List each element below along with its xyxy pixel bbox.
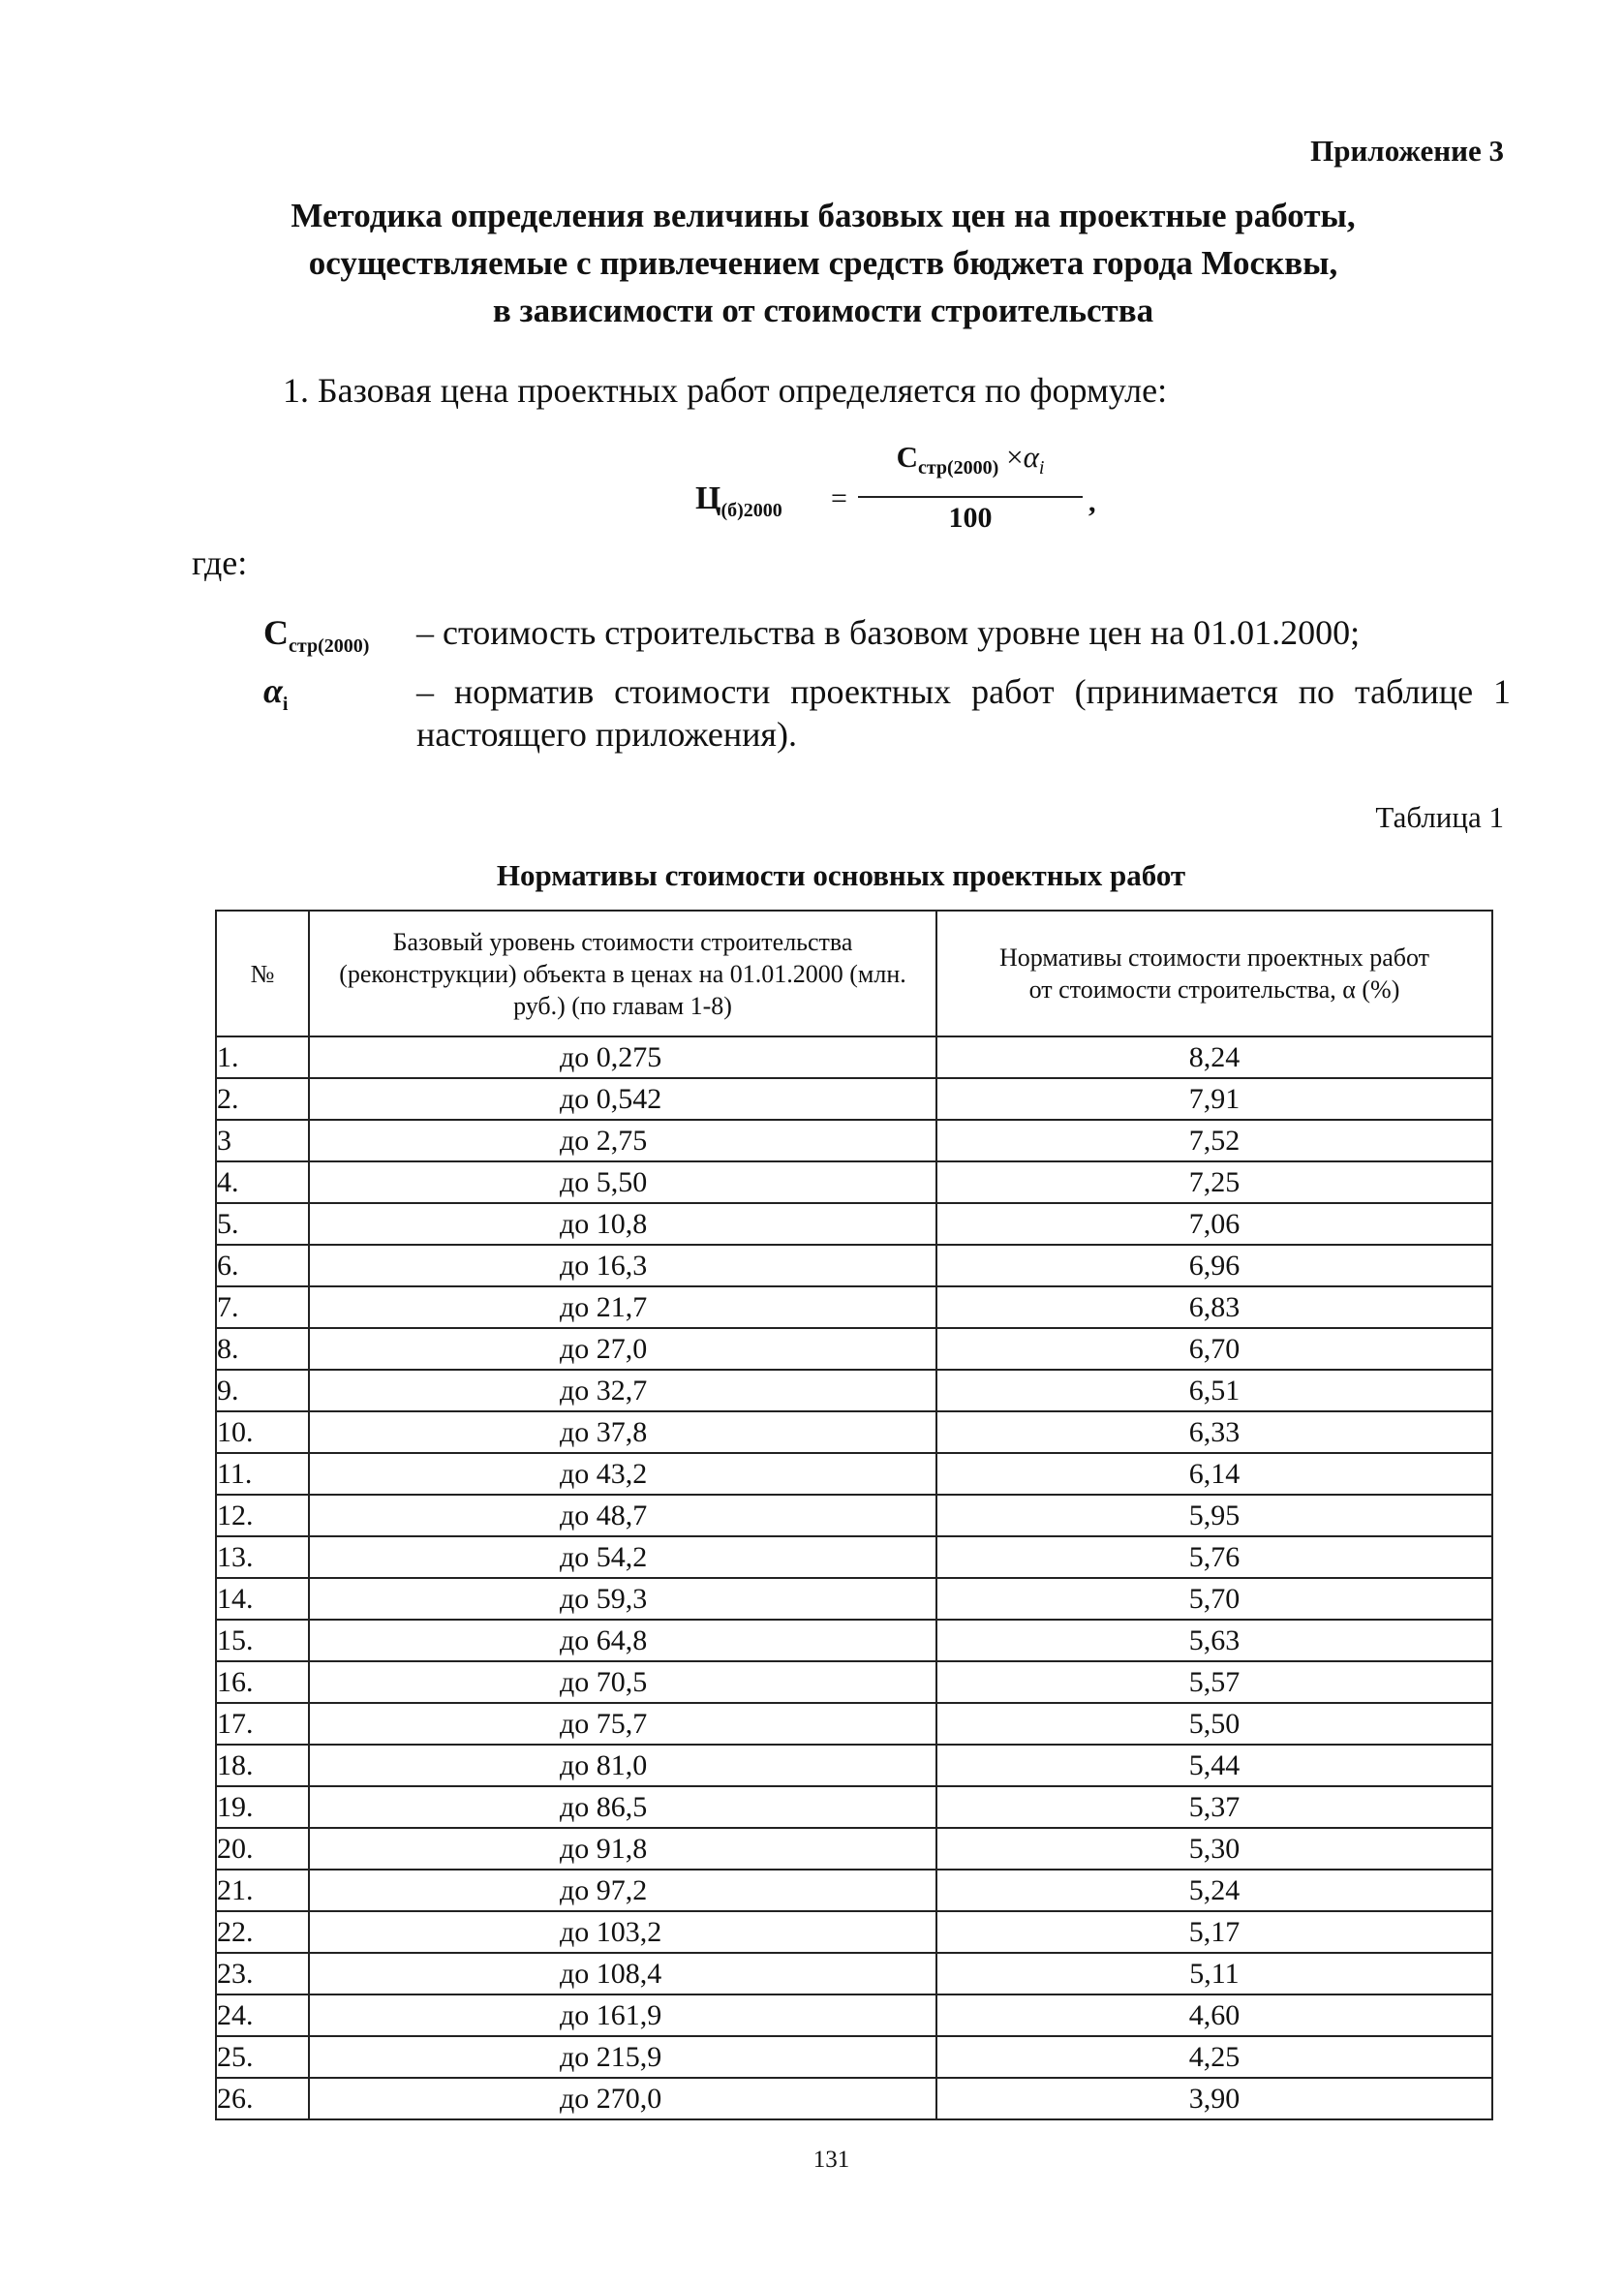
row-norm-value: 5,11 [936,1953,1492,1994]
table-title: Нормативы стоимости основных проектных работ [496,858,1186,892]
row-norm-value: 4,25 [936,2036,1492,2078]
row-norm-value: 5,17 [936,1911,1492,1953]
row-norm-value: 6,70 [936,1328,1492,1370]
row-cost-cell [309,1370,936,1411]
row-number: 26. [216,2078,309,2119]
table-row [216,1745,1492,1786]
table-label: Таблица 1 [1375,800,1504,834]
formula-numerator: $С_{стр(2000)} \times\alpha_i$ [896,440,1045,479]
row-norm-value: 7,06 [936,1203,1492,1245]
formula-comma: , [1088,486,1096,518]
row-cost-cell [309,1828,936,1870]
row-cost-cell [309,1161,936,1203]
row-cost-cell [309,1786,936,1828]
table-row [216,1661,1492,1703]
row-norm-value: 5,50 [936,1703,1492,1745]
row-norm-value: 5,63 [936,1620,1492,1661]
table-row [216,1286,1492,1328]
appendix-label: Приложение 3 [1310,134,1504,168]
row-norm-value: 6,33 [936,1411,1492,1453]
table-row [216,1078,1492,1120]
document-title [155,192,1491,334]
row-base-cost: до 48,7 [560,1500,648,1531]
row-cost-cell [309,1953,936,1994]
row-number: 20. [216,1828,309,1870]
row-base-cost: до 70,5 [560,1666,648,1698]
row-norm-value: 6,96 [936,1245,1492,1286]
row-cost-cell [309,1745,936,1786]
row-number: 2. [216,1078,309,1120]
row-base-cost: до 108,4 [560,1958,662,1990]
row-cost-cell [309,1620,936,1661]
row-base-cost: до 59,3 [560,1583,648,1615]
row-norm-value: 6,83 [936,1286,1492,1328]
row-norm-value: 5,24 [936,1870,1492,1911]
table-row [216,1370,1492,1411]
row-base-cost: до 5,50 [560,1166,648,1198]
row-number: 23. [216,1953,309,1994]
row-base-cost: до 64,8 [560,1624,648,1656]
page-number: 131 [812,2147,850,2173]
table-row [216,1328,1492,1370]
table-row [216,1870,1492,1911]
row-cost-cell [309,2036,936,2078]
table-row [216,1453,1492,1495]
table-row [216,1036,1492,1078]
table-row [216,1620,1492,1661]
row-number: 16. [216,1661,309,1703]
row-cost-cell [309,1078,936,1120]
row-number: 15. [216,1620,309,1661]
formula-equals: = [831,482,847,514]
row-number: 22. [216,1911,309,1953]
base-price-formula [688,440,1114,556]
row-base-cost: до 86,5 [560,1791,648,1823]
formula-denominator: 100 [948,502,993,534]
title-line: осуществляемые с привлечением средств бюджета города Москвы, [308,244,1338,282]
row-number: 6. [216,1245,309,1286]
table-row [216,1245,1492,1286]
row-number: 12. [216,1495,309,1536]
row-cost-cell [309,2078,936,2119]
row-cost-cell [309,1120,936,1161]
table-row [216,1828,1492,1870]
table-row [216,1203,1492,1245]
row-base-cost: до 75,7 [560,1708,648,1740]
row-base-cost: до 161,9 [560,1999,662,2031]
row-norm-value: 6,14 [936,1453,1492,1495]
row-base-cost: до 2,75 [560,1125,648,1157]
definition-text-cost: – стоимость строительства в базовом уровне цен на 01.01.2000; [416,613,1361,652]
row-number: 8. [216,1328,309,1370]
row-number: 11. [216,1453,309,1495]
table-row [216,1786,1492,1828]
row-base-cost: до 0,542 [560,1083,662,1115]
row-norm-value: 7,25 [936,1161,1492,1203]
header-base-cost: Базовый уровень стоимости строительства (реконструкции) объекта в ценах на 01.01.2000 (млн. руб.) (по главам 1-8) [309,911,936,1036]
row-cost-cell [309,1328,936,1370]
row-number: 3 [216,1120,309,1161]
row-cost-cell [309,1578,936,1620]
table-row [216,2078,1492,2119]
row-number: 14. [216,1578,309,1620]
definition-text-alpha: – норматив стоимости проектных работ (принимается по таблице 1 настоящего приложения). [416,672,1511,754]
table-row [216,1495,1492,1536]
row-norm-value: 5,95 [936,1495,1492,1536]
row-norm-value: 4,60 [936,1994,1492,2036]
row-norm-value: 5,44 [936,1745,1492,1786]
title-line: в зависимости от стоимости строительства [492,292,1154,329]
row-cost-cell [309,1703,936,1745]
row-norm-value: 5,30 [936,1828,1492,1870]
header-number: № [216,911,309,1036]
row-number: 7. [216,1286,309,1328]
table-row [216,1953,1492,1994]
row-norm-value: 5,37 [936,1786,1492,1828]
intro-paragraph: 1. Базовая цена проектных работ определяется по формуле: [283,371,1168,410]
row-norm-value: 5,76 [936,1536,1492,1578]
table-row [216,2036,1492,2078]
row-base-cost: до 81,0 [560,1749,648,1781]
row-base-cost: до 43,2 [560,1458,648,1490]
table-row [216,1911,1492,1953]
table-row [216,1161,1492,1203]
row-base-cost: до 54,2 [560,1541,648,1573]
row-cost-cell [309,1203,936,1245]
row-number: 9. [216,1370,309,1411]
row-number: 17. [216,1703,309,1745]
table-row [216,1120,1492,1161]
row-base-cost: до 21,7 [560,1291,648,1323]
row-number: 1. [216,1036,309,1078]
row-number: 4. [216,1161,309,1203]
table-row [216,1578,1492,1620]
row-norm-value: 3,90 [936,2078,1492,2119]
row-cost-cell [309,1661,936,1703]
formula-fraction-bar [858,496,1083,498]
header-norm: Нормативы стоимости проектных работ от стоимости строительства, α (%) [936,911,1492,1036]
table-row [216,1703,1492,1745]
row-cost-cell [309,1911,936,1953]
definition-term-cost: $С_{стр(2000)}$ [263,613,370,658]
row-base-cost: до 10,8 [560,1208,648,1240]
row-cost-cell [309,1870,936,1911]
formula-lhs: $Ц_{(б)2000}$ [695,480,782,521]
row-base-cost: до 270,0 [560,2083,662,2115]
title-line: Методика определения величины базовых цен на проектные работы, [291,197,1356,234]
row-base-cost: до 91,8 [560,1833,648,1865]
row-norm-value: 5,57 [936,1661,1492,1703]
table-row [216,1536,1492,1578]
row-cost-cell [309,1245,936,1286]
row-cost-cell [309,1036,936,1078]
row-number: 21. [216,1870,309,1911]
where-label: где: [192,543,248,582]
row-norm-value: 7,52 [936,1120,1492,1161]
row-base-cost: до 27,0 [560,1333,648,1365]
row-number: 24. [216,1994,309,2036]
row-norm-value: 6,51 [936,1370,1492,1411]
table-row [216,1411,1492,1453]
row-number: 10. [216,1411,309,1453]
table-row [216,1994,1492,2036]
row-norm-value: 5,70 [936,1578,1492,1620]
row-number: 25. [216,2036,309,2078]
row-number: 19. [216,1786,309,1828]
table-header-row [216,911,1492,1036]
norms-table [215,910,1493,2120]
row-cost-cell [309,1453,936,1495]
row-base-cost: до 0,275 [560,1041,662,1073]
row-cost-cell [309,1495,936,1536]
row-cost-cell [309,1411,936,1453]
row-cost-cell [309,1536,936,1578]
row-number: 18. [216,1745,309,1786]
row-number: 13. [216,1536,309,1578]
row-norm-value: 8,24 [936,1036,1492,1078]
row-cost-cell [309,1286,936,1328]
row-norm-value: 7,91 [936,1078,1492,1120]
table-body [216,1036,1492,2119]
row-base-cost: до 215,9 [560,2041,662,2073]
definition-term-alpha: $\alpha_i$ [263,671,289,716]
row-cost-cell [309,1994,936,2036]
row-base-cost: до 32,7 [560,1375,648,1407]
row-number: 5. [216,1203,309,1245]
row-base-cost: до 97,2 [560,1874,648,1906]
row-base-cost: до 37,8 [560,1416,648,1448]
row-base-cost: до 16,3 [560,1250,648,1282]
row-base-cost: до 103,2 [560,1916,662,1948]
